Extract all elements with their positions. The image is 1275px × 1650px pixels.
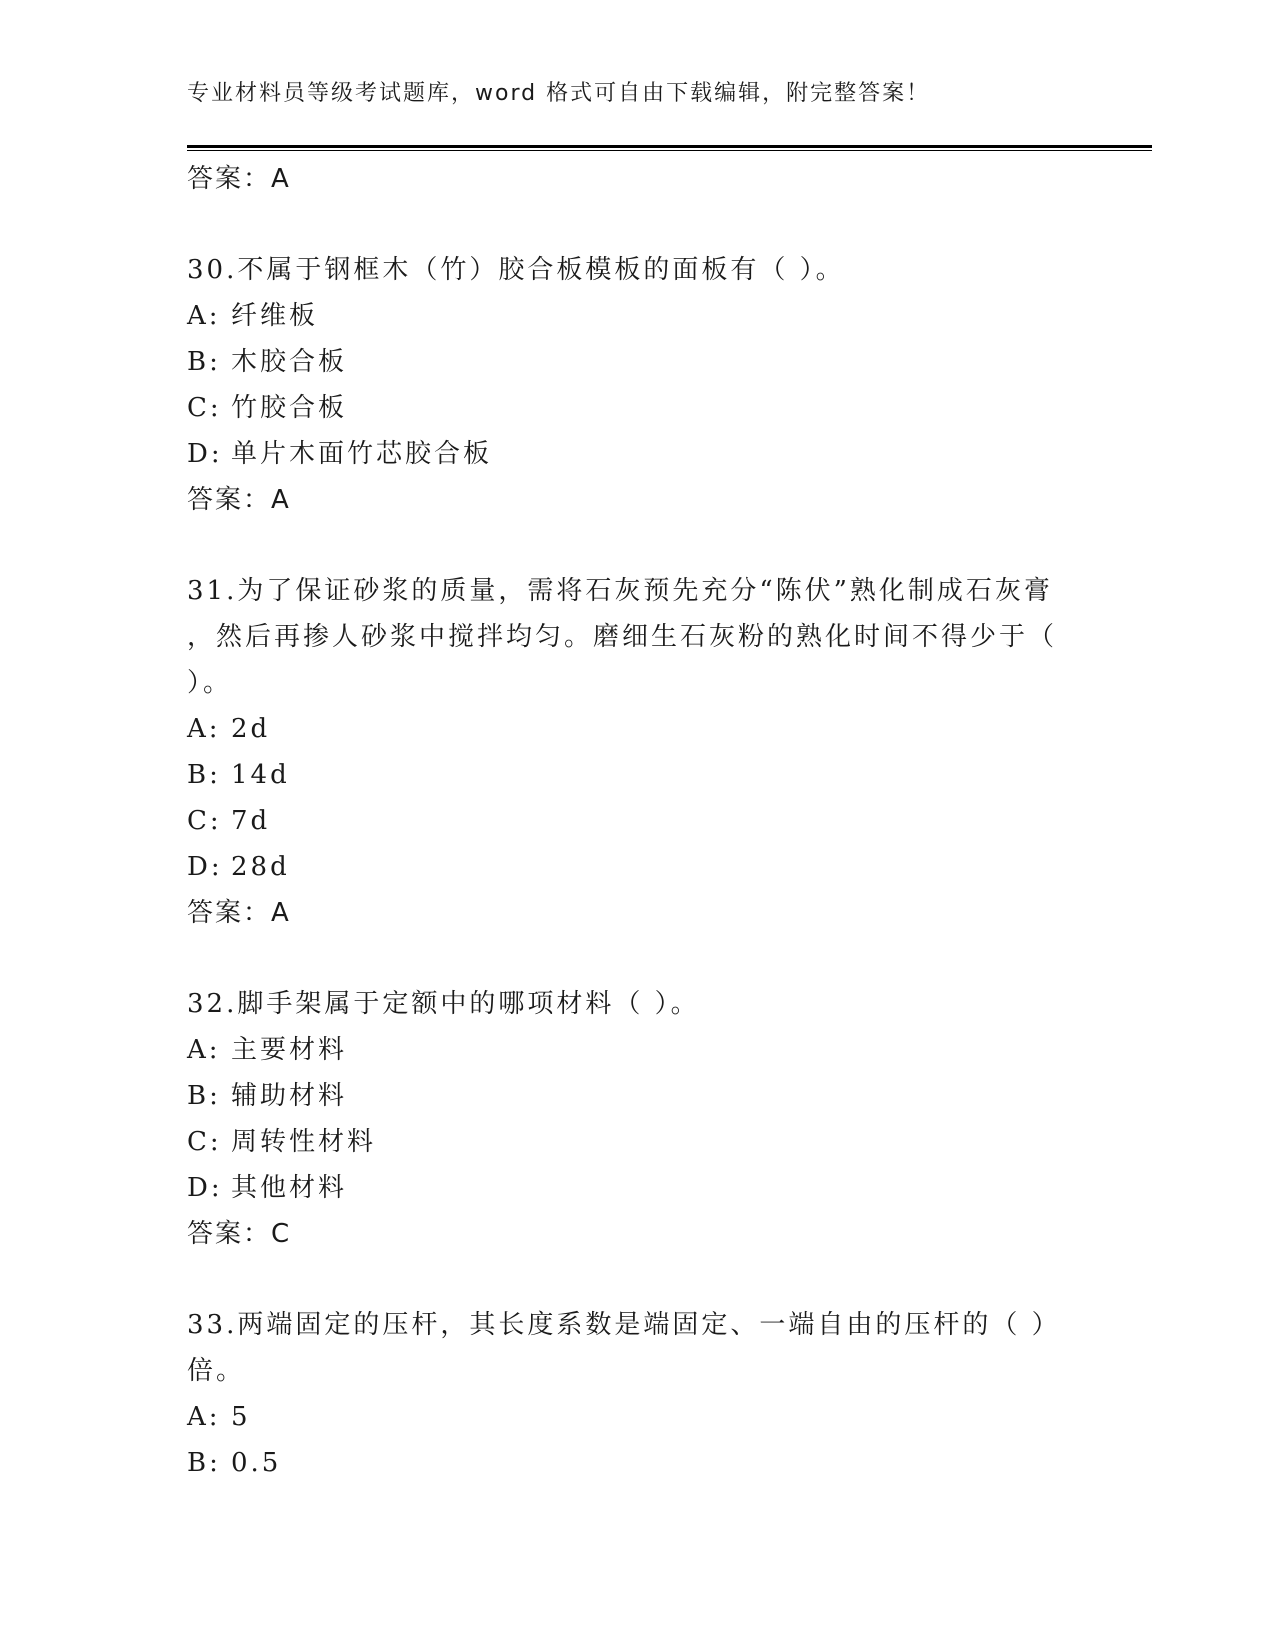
option-text: 14d bbox=[231, 760, 290, 790]
option-d bbox=[187, 844, 1087, 890]
question-text: 32.脚手架属于定额中的哪项材料（ ）。 bbox=[187, 989, 700, 1019]
option-key: A: bbox=[187, 714, 221, 744]
option-key: B: bbox=[187, 1448, 221, 1478]
question-text: 倍。 bbox=[187, 1356, 246, 1386]
option-key: A: bbox=[187, 1035, 221, 1065]
page-header: 专业材料员等级考试题库，word 格式可自由下载编辑，附完整答案！ bbox=[187, 81, 931, 106]
option-b bbox=[187, 1440, 1087, 1486]
spacer bbox=[187, 1257, 1087, 1302]
option-text: 2d bbox=[231, 714, 271, 744]
previous-answer: 答案：A bbox=[187, 164, 291, 194]
answer: 答案：A bbox=[187, 898, 291, 928]
option-key: C: bbox=[187, 393, 222, 423]
question-list bbox=[187, 156, 1087, 1486]
option-c bbox=[187, 385, 1087, 431]
question-30 bbox=[187, 247, 1087, 523]
option-key: B: bbox=[187, 347, 221, 377]
question-text: ，然后再掺人砂浆中搅拌均匀。磨细生石灰粉的熟化时间不得少于（ bbox=[187, 622, 1058, 652]
spacer bbox=[187, 523, 1087, 568]
option-text: 5 bbox=[231, 1402, 251, 1432]
header-rule-thick bbox=[187, 145, 1152, 148]
option-text: 竹胶合板 bbox=[231, 393, 348, 423]
option-b bbox=[187, 752, 1087, 798]
option-a bbox=[187, 1027, 1087, 1073]
question-text: 31.为了保证砂浆的质量，需将石灰预先充分“陈伏”熟化制成石灰膏 bbox=[187, 576, 1053, 606]
question-text: 30.不属于钢框木（竹）胶合板模板的面板有（ ）。 bbox=[187, 255, 845, 285]
option-text: 28d bbox=[231, 852, 290, 882]
option-a bbox=[187, 706, 1087, 752]
option-text: 其他材料 bbox=[231, 1173, 348, 1203]
question-text: ）。 bbox=[187, 668, 233, 698]
option-key: D: bbox=[187, 1173, 223, 1203]
option-text: 木胶合板 bbox=[231, 347, 348, 377]
option-d bbox=[187, 1165, 1087, 1211]
question-31 bbox=[187, 568, 1087, 936]
option-text: 主要材料 bbox=[231, 1035, 348, 1065]
question-32 bbox=[187, 981, 1087, 1257]
option-key: A: bbox=[187, 301, 221, 331]
answer: 答案：C bbox=[187, 1219, 292, 1249]
option-key: B: bbox=[187, 1081, 221, 1111]
option-d bbox=[187, 431, 1087, 477]
option-key: D: bbox=[187, 439, 223, 469]
option-c bbox=[187, 1119, 1087, 1165]
option-b bbox=[187, 339, 1087, 385]
option-key: A: bbox=[187, 1402, 221, 1432]
option-text: 周转性材料 bbox=[231, 1127, 377, 1157]
question-text: 33.两端固定的压杆，其长度系数是端固定、一端自由的压杆的（ ） bbox=[187, 1310, 1061, 1340]
option-b bbox=[187, 1073, 1087, 1119]
spacer bbox=[187, 202, 1087, 247]
option-key: C: bbox=[187, 806, 222, 836]
option-a bbox=[187, 293, 1087, 339]
option-key: C: bbox=[187, 1127, 222, 1157]
option-c bbox=[187, 798, 1087, 844]
option-a bbox=[187, 1394, 1087, 1440]
header-rule-thin bbox=[187, 150, 1152, 151]
option-key: D: bbox=[187, 852, 223, 882]
answer: 答案：A bbox=[187, 485, 291, 515]
option-text: 单片木面竹芯胶合板 bbox=[231, 439, 493, 469]
option-text: 纤维板 bbox=[231, 301, 319, 331]
option-text: 0.5 bbox=[231, 1448, 282, 1478]
option-text: 辅助材料 bbox=[231, 1081, 348, 1111]
spacer bbox=[187, 936, 1087, 981]
option-key: B: bbox=[187, 760, 221, 790]
option-text: 7d bbox=[231, 806, 271, 836]
question-33 bbox=[187, 1302, 1087, 1486]
